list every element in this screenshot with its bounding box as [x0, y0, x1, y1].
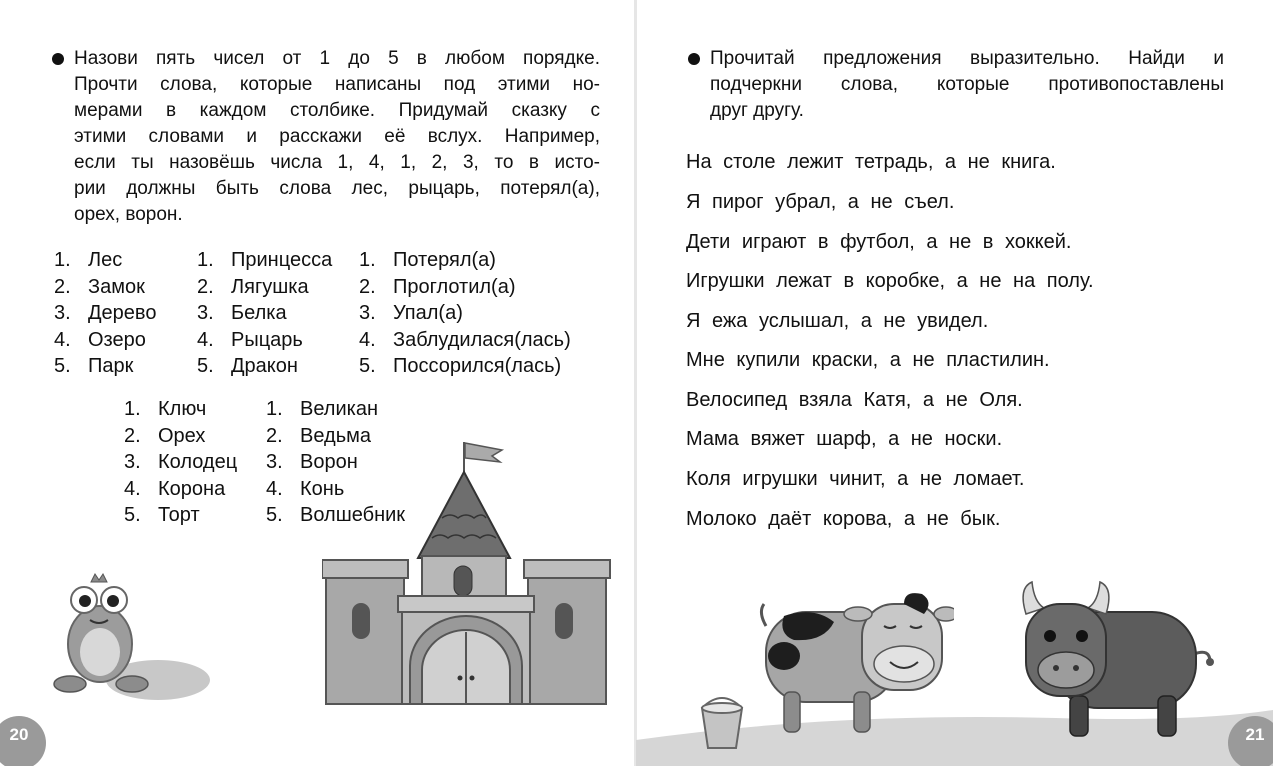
list-item: 3. Упал(а) [359, 302, 463, 324]
list-item: 4. Рыцарь [197, 328, 303, 351]
word-column-actions [359, 247, 571, 380]
list-item: 5. Поссорился(лась) [359, 355, 562, 377]
list-item: 4. Конь [266, 477, 345, 500]
list-item: 3. Колодец [124, 451, 238, 473]
list-item: 3. Дерево [54, 302, 157, 324]
bullet-icon [52, 53, 64, 65]
sentence: Мне купили краски, а не пластилин. [686, 349, 1050, 371]
list-item: 1. Принцесса [197, 249, 333, 271]
list-item: 3. Белка [197, 302, 287, 324]
page-number-left: 20 [0, 716, 46, 766]
bucket-icon [696, 694, 748, 750]
instruction-line: Назови пять чисел от 1 до 5 в любом порядке. [74, 48, 600, 69]
instruction-line: друг другу. [710, 100, 804, 121]
list-item: 2. Ведьма [266, 424, 371, 447]
word-column-places [54, 247, 156, 380]
instruction-line: Прочитай предложения выразительно. Найди и [710, 48, 1224, 69]
sentence: Мама вяжет шарф, а не носки. [686, 428, 1003, 450]
list-item: 1. Лес [54, 249, 123, 271]
instruction-line: подчеркни слова, которые противопоставлены [710, 74, 1224, 95]
word-column-characters [197, 247, 332, 380]
right-instruction [688, 46, 1224, 124]
instruction-line: рии должны быть слова лес, рыцарь, потерял(а), [74, 178, 600, 199]
instruction-line: если ты назовёшь числа 1, 4, 1, 2, 3, то в исто- [74, 152, 600, 173]
list-item: 5. Парк [54, 355, 134, 377]
sentence: Я пирог убрал, а не съел. [686, 191, 955, 213]
right-instruction-text [710, 46, 1224, 124]
instruction-line: мерами в каждом столбике. Придумай сказку с [74, 100, 600, 121]
bullet-icon [688, 53, 700, 65]
list-item: 1. Потерял(а) [359, 249, 496, 271]
list-item: 2. Орех [124, 424, 206, 447]
left-instruction [52, 46, 600, 228]
sentence: Игрушки лежат в коробке, а не на полу. [686, 270, 1094, 292]
list-item: 2. Лягушка [197, 275, 309, 298]
left-instruction-text [74, 46, 600, 228]
list-item: 5. Дракон [197, 355, 298, 377]
word-column-objects [124, 396, 237, 529]
sentence: Молоко даёт корова, а не бык. [686, 508, 1001, 530]
list-item: 4. Озеро [54, 328, 146, 351]
sentence: Коля игрушки чинит, а не ломает. [686, 468, 1025, 490]
list-item: 5. Торт [124, 504, 200, 526]
list-item: 2. Проглотил(а) [359, 275, 516, 298]
sentence: На столе лежит тетрадь, а не книга. [686, 151, 1056, 173]
list-item: 2. Замок [54, 275, 145, 298]
list-item: 4. Заблудилася(лась) [359, 328, 571, 351]
list-item: 1. Ключ [124, 398, 207, 420]
instruction-line: этими словами и расскажи её вслух. Например, [74, 126, 600, 147]
castle-icon [322, 438, 612, 708]
list-item: 5. Волшебник [266, 504, 406, 526]
sentence: Велосипед взяла Катя, а не Оля. [686, 389, 1023, 411]
cow-icon [754, 582, 954, 742]
list-item: 1. Великан [266, 398, 378, 420]
instruction-line: Прочти слова, которые написаны под этими но- [74, 74, 600, 95]
left-page [0, 0, 636, 766]
list-item: 3. Ворон [266, 451, 358, 473]
instruction-line: орех, ворон. [74, 204, 183, 225]
list-item: 4. Корона [124, 477, 226, 500]
page-number-right: 21 [1228, 716, 1273, 766]
sentence: Дети играют в футбол, а не в хоккей. [686, 231, 1072, 253]
bull-icon [1014, 578, 1220, 742]
frog-icon [50, 572, 210, 702]
sentence: Я ежа услышал, а не увидел. [686, 310, 989, 332]
right-page [636, 0, 1273, 766]
